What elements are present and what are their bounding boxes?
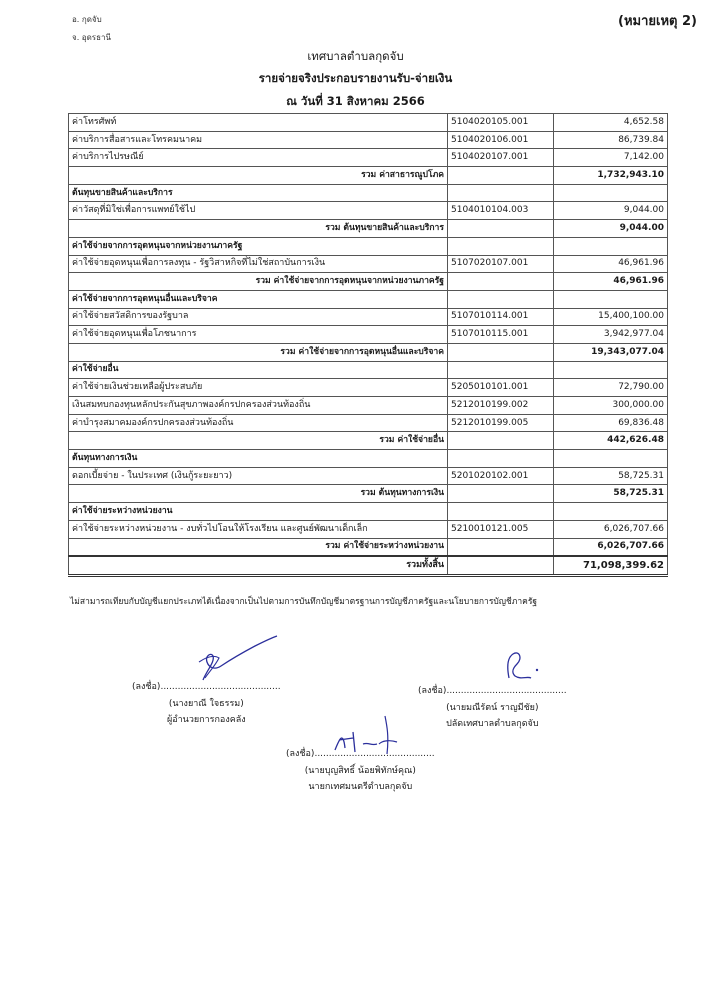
account-code [448, 503, 554, 521]
table-row [69, 202, 668, 220]
row-label: ค่าโทรศัพท์ [69, 114, 448, 132]
account-code [448, 538, 554, 556]
section-header-row [69, 503, 668, 521]
amount: 9,044.00 [554, 202, 668, 220]
amount: 72,790.00 [554, 379, 668, 397]
amount: 58,725.31 [554, 467, 668, 485]
note-reference: (หมายเหตุ 2) [618, 14, 697, 29]
section-header-row [69, 184, 668, 202]
row-label: รวมทั้งสิ้น [69, 556, 448, 575]
amount [554, 184, 668, 202]
amount: 19,343,077.04 [554, 343, 668, 361]
row-label: ค่าใช้จ่ายจากการอุดหนุนอื่นและบริจาค [69, 290, 448, 308]
amount: 1,732,943.10 [554, 167, 668, 185]
signature-block-center [286, 746, 435, 793]
amount: 6,026,707.66 [554, 538, 668, 556]
row-label: ค่าใช้จ่ายจากการอุดหนุนจากหน่วยงานภาครัฐ [69, 237, 448, 255]
section-header-row [69, 450, 668, 468]
account-code: 5212010199.005 [448, 414, 554, 432]
row-label: ค่าใช้จ่ายเงินช่วยเหลือผู้ประสบภัย [69, 379, 448, 397]
row-label: รวม ค่าใช้จ่ายจากการอุดหนุนจากหน่วยงานภาครัฐ [69, 273, 448, 291]
subtotal-row [69, 220, 668, 238]
account-code: 5210010121.005 [448, 520, 554, 538]
row-label: รวม ค่าใช้จ่ายระหว่างหน่วยงาน [69, 538, 448, 556]
account-code [448, 485, 554, 503]
account-code: 5104020105.001 [448, 114, 554, 132]
row-label: ต้นทุนขายสินค้าและบริการ [69, 184, 448, 202]
signature-block-right [418, 683, 567, 730]
amount [554, 503, 668, 521]
amount: 86,739.84 [554, 131, 668, 149]
amount: 7,142.00 [554, 149, 668, 167]
row-label: ค่าบริการสื่อสารและโทรคมนาคม [69, 131, 448, 149]
row-label: ค่าใช้จ่ายอุดหนุนเพื่อโภชนาการ [69, 326, 448, 344]
account-code: 5104020106.001 [448, 131, 554, 149]
amount: 9,044.00 [554, 220, 668, 238]
row-label: ค่าใช้จ่ายระหว่างหน่วยงาน [69, 503, 448, 521]
account-code [448, 361, 554, 379]
table-row [69, 308, 668, 326]
signer-name: (นายบุญสิทธิ์ น้อยพิทักษ์คุณ) [304, 766, 416, 776]
subtotal-row [69, 343, 668, 361]
amount: 46,961.96 [554, 273, 668, 291]
account-code: 5107010115.001 [448, 326, 554, 344]
account-code [448, 273, 554, 291]
grand-total-row [69, 556, 668, 575]
account-code: 5201020102.001 [448, 467, 554, 485]
amount: 58,725.31 [554, 485, 668, 503]
table-row [69, 255, 668, 273]
subtotal-row [69, 538, 668, 556]
amount: 3,942,977.04 [554, 326, 668, 344]
amount: 442,626.48 [554, 432, 668, 450]
row-label: ค่าใช้จ่ายอื่น [69, 361, 448, 379]
account-code: 5107010114.001 [448, 308, 554, 326]
district-label: อ. กุดจับ [72, 15, 102, 24]
table-row [69, 379, 668, 397]
amount: 4,652.58 [554, 114, 668, 132]
account-code [448, 237, 554, 255]
row-label: รวม ค่าใช้จ่ายจากการอุดหนุนอื่นและบริจาค [69, 343, 448, 361]
row-label: ค่าใช้จ่ายอุดหนุนเพื่อการลงทุน - รัฐวิสาหกิจที่ไม่ใช่สถาบันการเงิน [69, 255, 448, 273]
signature-dots: .......................................... [160, 682, 281, 692]
row-label: ดอกเบี้ยจ่าย - ในประเทศ (เงินกู้ระยะยาว) [69, 467, 448, 485]
row-label: ต้นทุนทางการเงิน [69, 450, 448, 468]
table-row [69, 114, 668, 132]
row-label: รวม ต้นทุนขายสินค้าและบริการ [69, 220, 448, 238]
row-label: รวม ต้นทุนทางการเงิน [69, 485, 448, 503]
signer-position: ผู้อำนวยการกองคลัง [166, 715, 246, 725]
account-code: 5107020107.001 [448, 255, 554, 273]
row-label: เงินสมทบกองทุนหลักประกันสุขภาพองค์กรปกครองส่วนท้องถิ่น [69, 397, 448, 415]
account-code: 5205010101.001 [448, 379, 554, 397]
account-code [448, 432, 554, 450]
account-code: 5212010199.002 [448, 397, 554, 415]
sign-label: (ลงชื่อ) [132, 682, 161, 692]
account-code [448, 290, 554, 308]
report-title: รายจ่ายจริงประกอบรายงานรับ-จ่ายเงิน [258, 71, 453, 85]
expense-table [68, 113, 668, 577]
signature-right-image [495, 648, 545, 688]
account-code [448, 220, 554, 238]
table-row [69, 397, 668, 415]
table-row [69, 149, 668, 167]
amount: 69,836.48 [554, 414, 668, 432]
account-code: 5104020107.001 [448, 149, 554, 167]
signer-name: (นายมณีรัตน์ ราญมีชัย) [446, 703, 539, 713]
amount: 300,000.00 [554, 397, 668, 415]
row-label: ค่าใช้จ่ายสวัสดิการของรัฐบาล [69, 308, 448, 326]
row-label: รวม ค่าสาธารณูปโภค [69, 167, 448, 185]
signature-dots: .......................................... [314, 749, 435, 759]
account-code [448, 184, 554, 202]
province-label: จ. อุดรธานี [72, 33, 111, 42]
row-label: รวม ค่าใช้จ่ายอื่น [69, 432, 448, 450]
report-date: ณ วันที่ 31 สิงหาคม 2566 [286, 94, 425, 108]
signer-position: นายกเทศมนตรีตำบลกุดจับ [308, 782, 413, 792]
signature-block-left [132, 679, 281, 726]
row-label: ค่าบริการไปรษณีย์ [69, 149, 448, 167]
row-label: ค่าบำรุงสมาคมองค์กรปกครองส่วนท้องถิ่น [69, 414, 448, 432]
sign-label: (ลงชื่อ) [286, 749, 315, 759]
amount [554, 237, 668, 255]
table-row [69, 520, 668, 538]
amount: 71,098,399.62 [554, 556, 668, 575]
subtotal-row [69, 273, 668, 291]
amount [554, 290, 668, 308]
amount: 15,400,100.00 [554, 308, 668, 326]
table-row [69, 467, 668, 485]
section-header-row [69, 361, 668, 379]
amount [554, 450, 668, 468]
account-code: 5104010104.003 [448, 202, 554, 220]
amount [554, 361, 668, 379]
footnote: ไม่สามารถเทียบกับบัญชีแยกประเภทได้เนื่องจากเป็นไปตามการบันทึกบัญชีมาตรฐานการบัญชีภาครัฐและนโยบายการบัญชีภาครัฐ [70, 597, 538, 607]
organization-title: เทศบาลตำบลกุดจับ [307, 49, 404, 63]
signature-dots: .......................................... [446, 686, 567, 696]
sign-label: (ลงชื่อ) [418, 686, 447, 696]
account-code [448, 167, 554, 185]
section-header-row [69, 290, 668, 308]
row-label: ค่าวัสดุที่มิใช่เพื่อการแพทย์ใช้ไป [69, 202, 448, 220]
account-code [448, 450, 554, 468]
section-header-row [69, 237, 668, 255]
subtotal-row [69, 167, 668, 185]
amount: 6,026,707.66 [554, 520, 668, 538]
signer-name: (นางยาณี ใจธรรม) [168, 699, 244, 709]
row-label: ค่าใช้จ่ายระหว่างหน่วยงาน - งบทั่วไปโอนให้โรงเรียน และศูนย์พัฒนาเด็กเล็ก [69, 520, 448, 538]
subtotal-row [69, 485, 668, 503]
table-row [69, 131, 668, 149]
amount: 46,961.96 [554, 255, 668, 273]
table-row [69, 414, 668, 432]
account-code [448, 343, 554, 361]
account-code [448, 556, 554, 575]
signer-position: ปลัดเทศบาลตำบลกุดจับ [446, 719, 539, 729]
table-row [69, 326, 668, 344]
subtotal-row [69, 432, 668, 450]
